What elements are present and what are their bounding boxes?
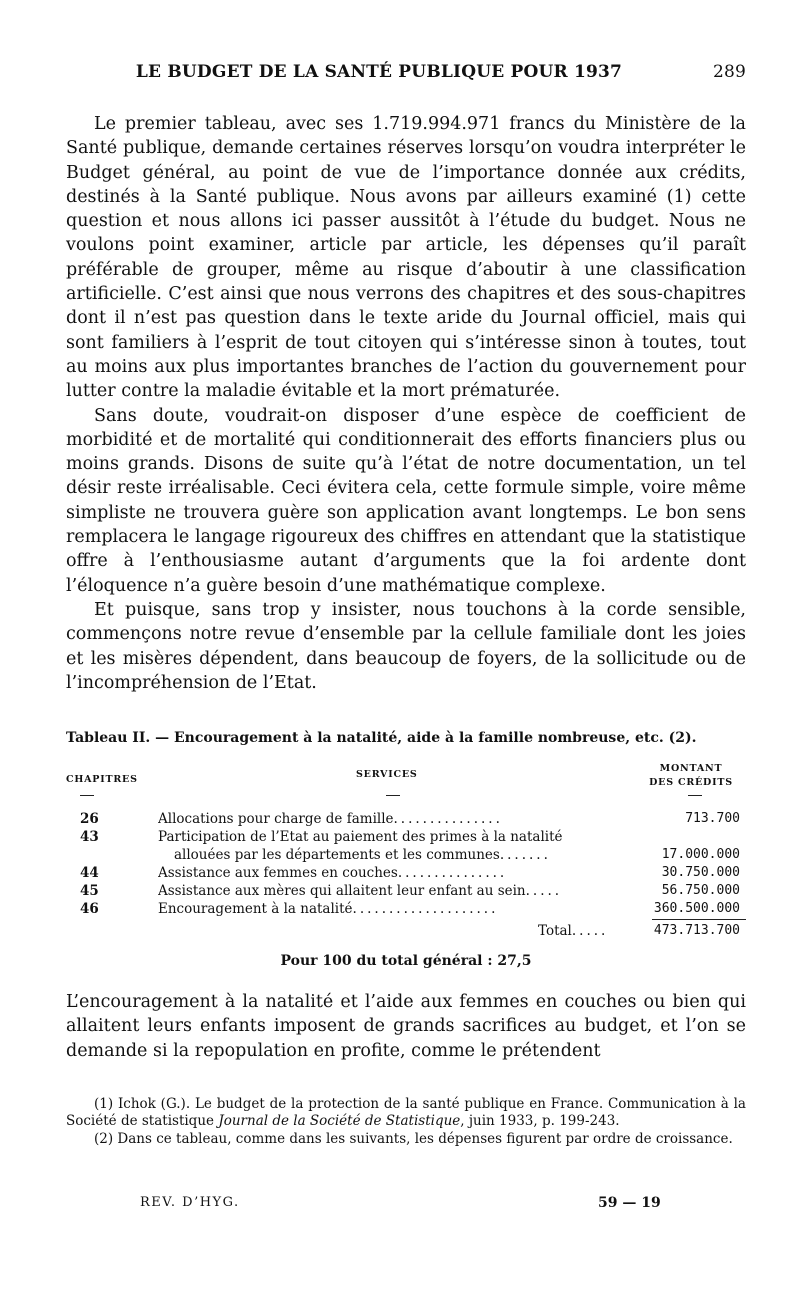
service-label: Participation de l’Etat au paiement des primes à la natalité — [158, 829, 563, 845]
credit-amount: 713.700 — [685, 811, 740, 826]
paragraph: Le premier tableau, avec ses 1.719.994.971 francs du Ministère de la Santé publique, demande certaines réserves lorsqu’on voudra interpréter le Budget général, au point de vue de l’importance donnée aux crédits, destinés à la Santé publique. Nous avons par ailleurs examiné (1) cette question et nous allons ici passer aussitôt à l’étude du budget. Nous ne voulons point examiner, article par article, les dépenses qu’il paraît préférable de grouper, même au risque d’aboutir à une classification artificielle. C’est ainsi que nous verrons des chapitres et des sous-chapitres dont il n’est pas question dans le texte aride du Journal officiel, mais qui sont familiers à l’esprit de tout citoyen qui s’intéresse sinon à toutes, tout au moins aux plus importantes branches de l’action du gouvernement pour lutter contre la maladie évitable et la mort prématurée. — [66, 114, 746, 402]
total-rule — [652, 919, 746, 920]
signature-mark: 59 — 19 — [598, 1195, 661, 1211]
credit-amount: 56.750.000 — [661, 883, 740, 898]
service-label: Assistance aux mères qui allaitent leur enfant au sein..... — [158, 883, 563, 899]
footnote-1: (1) Ichok (G.). Le budget de la protection de la santé publique en France. Communication à la Société de statistique Journal de la Société de Statistique, juin 1933, p. 199-243. — [66, 1096, 746, 1129]
footnotes — [66, 1096, 746, 1149]
paragraph: Sans doute, voudrait-on disposer d’une espèce de coefficient de morbidité et de mortalité qui conditionnerait des efforts financiers plus ou moins grands. Disons de suite qu’à l’état de notre documentation, un tel désir reste irréalisable. Ceci évitera cela, cette formule simple, voire même simpliste ne trouvera guère son application avant longtemps. Le bon sens remplacera le langage rigoureux des chiffres en attendant que la statistique offre à l’enthousiasme autant d’arguments que la foi ardente dont l’éloquence n’a guère besoin d’une mathématique complexe. — [66, 405, 746, 596]
body-text-continued — [66, 990, 746, 1063]
chapter-number: 43 — [80, 829, 99, 845]
header-dash — [80, 795, 94, 796]
table-summary: Pour 100 du total général : 27,5 — [280, 953, 532, 969]
service-label-continuation: allouées par les départements et les communes....... — [174, 847, 551, 863]
table-row — [66, 810, 746, 828]
credit-amount: 30.750.000 — [661, 865, 740, 880]
service-label: Assistance aux femmes en couches............... — [158, 865, 508, 881]
table-row — [66, 900, 746, 918]
column-header-montant-line1: MONTANT — [659, 763, 723, 774]
document-page — [66, 0, 746, 1304]
table-row — [66, 828, 746, 846]
header-dash — [386, 795, 400, 796]
table-total-row — [66, 922, 746, 940]
total-amount: 473.713.700 — [653, 923, 740, 938]
paragraph: Et puisque, sans trop y insister, nous touchons à la corde sensible, commençons notre revue d’ensemble par la cellule familiale dont les joies et les misères dépendent, dans beaucoup de foyers, de la sollicitude ou de l’incompréhension de l’Etat. — [66, 599, 746, 693]
footnote-2: (2) Dans ce tableau, comme dans les suivants, les dépenses figurent par ordre de croissance. — [94, 1131, 733, 1147]
service-label: Encouragement à la natalité.................... — [158, 901, 499, 917]
chapter-number: 44 — [80, 865, 99, 881]
column-header-montant — [636, 762, 746, 790]
service-label: Allocations pour charge de famille............... — [158, 811, 503, 827]
journal-abbreviation: REV. D’HYG. — [140, 1195, 240, 1210]
table-row — [66, 882, 746, 900]
table-caption: Tableau II. — Encouragement à la natalité, aide à la famille nombreuse, etc. (2). — [66, 730, 697, 746]
table-row — [66, 864, 746, 882]
credit-amount: 17.000.000 — [661, 847, 740, 862]
running-title: LE BUDGET DE LA SANTÉ PUBLIQUE POUR 1937 — [135, 62, 623, 82]
chapter-number: 46 — [80, 901, 99, 917]
column-header-services: SERVICES — [356, 769, 418, 780]
header-dash — [688, 795, 702, 796]
chapter-number: 26 — [80, 811, 99, 827]
paragraph: L’encouragement à la natalité et l’aide aux femmes en couches ou bien qui allaitent leurs enfants imposent de grands sacrifices au budget, et l’on se demande si la repopulation en profite, comme le prétendent — [66, 992, 746, 1061]
chapter-number: 45 — [80, 883, 99, 899]
column-header-chapitres: CHAPITRES — [66, 774, 138, 785]
total-label: Total..... — [538, 923, 609, 939]
page-footer — [66, 1195, 746, 1215]
column-header-montant-line2: DES CRÉDITS — [649, 777, 733, 788]
body-text — [66, 112, 746, 695]
credit-amount: 360.500.000 — [653, 901, 740, 916]
running-head — [66, 62, 746, 90]
table-row-continuation — [66, 846, 746, 864]
footnote-journal-title: Journal de la Société de Statistique — [218, 1113, 461, 1129]
page-number: 289 — [712, 62, 746, 82]
